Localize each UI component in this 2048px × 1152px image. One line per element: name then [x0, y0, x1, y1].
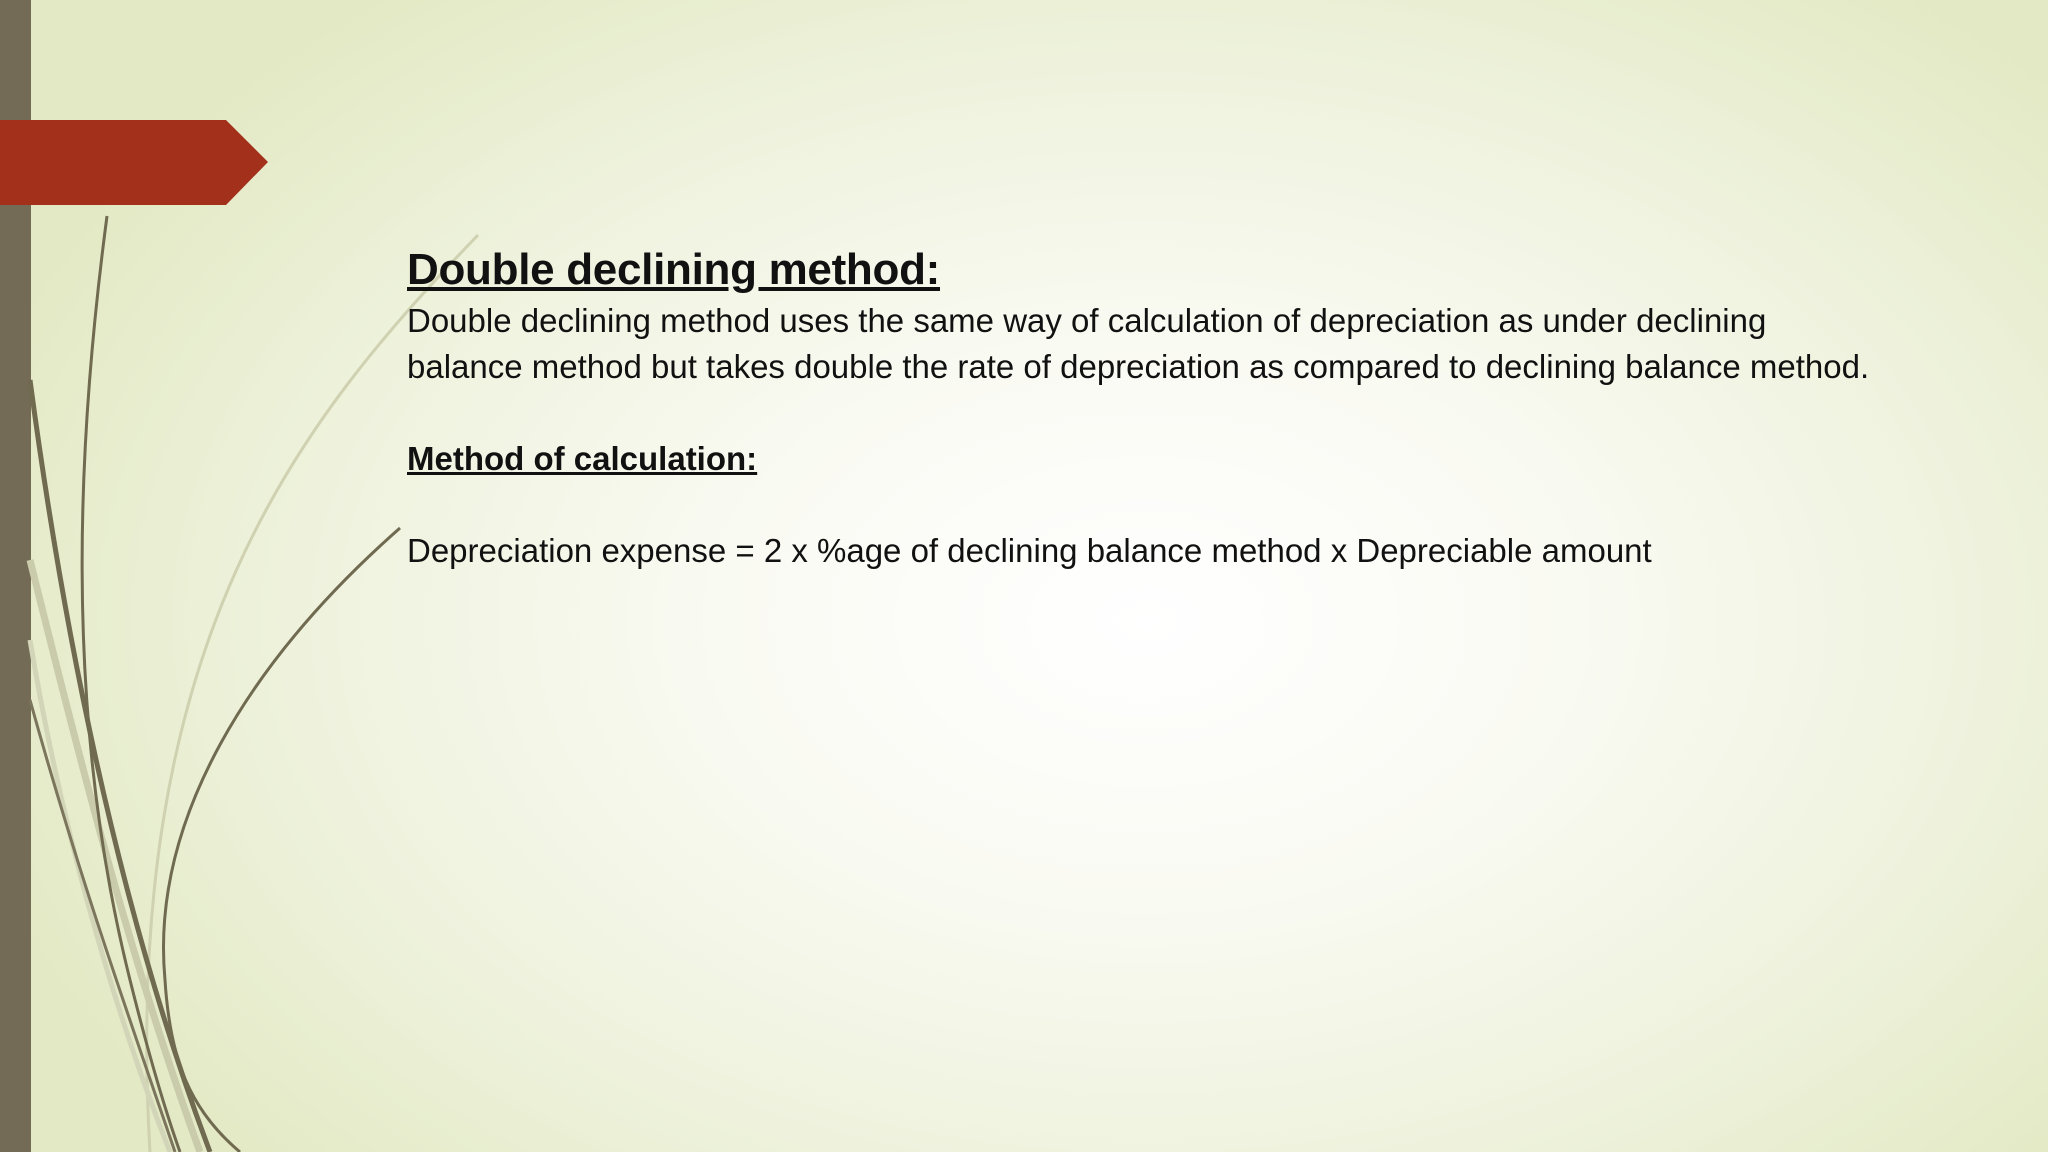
- dark-curve-2: [30, 380, 210, 1152]
- left-accent-bar: [0, 0, 31, 1152]
- slide-content: [407, 242, 1907, 574]
- method-subheading: Method of calculation:: [407, 440, 758, 477]
- dark-curve-1: [82, 216, 180, 1152]
- dark-curve-3: [164, 528, 400, 1152]
- slide-title: Double declining method:: [407, 245, 941, 294]
- light-curve-2: [30, 560, 200, 1152]
- arrow-tab-shape: [0, 120, 268, 205]
- description-paragraph: Double declining method uses the same way of calculation of depreciation as under declining balance method but takes double the rate of depreciation as compared to declining balance method.: [407, 302, 1870, 385]
- light-curve-3: [30, 640, 170, 1152]
- dark-curve-4: [30, 700, 175, 1152]
- formula-text: Depreciation expense = 2 x %age of declining balance method x Depreciable amount: [407, 532, 1652, 569]
